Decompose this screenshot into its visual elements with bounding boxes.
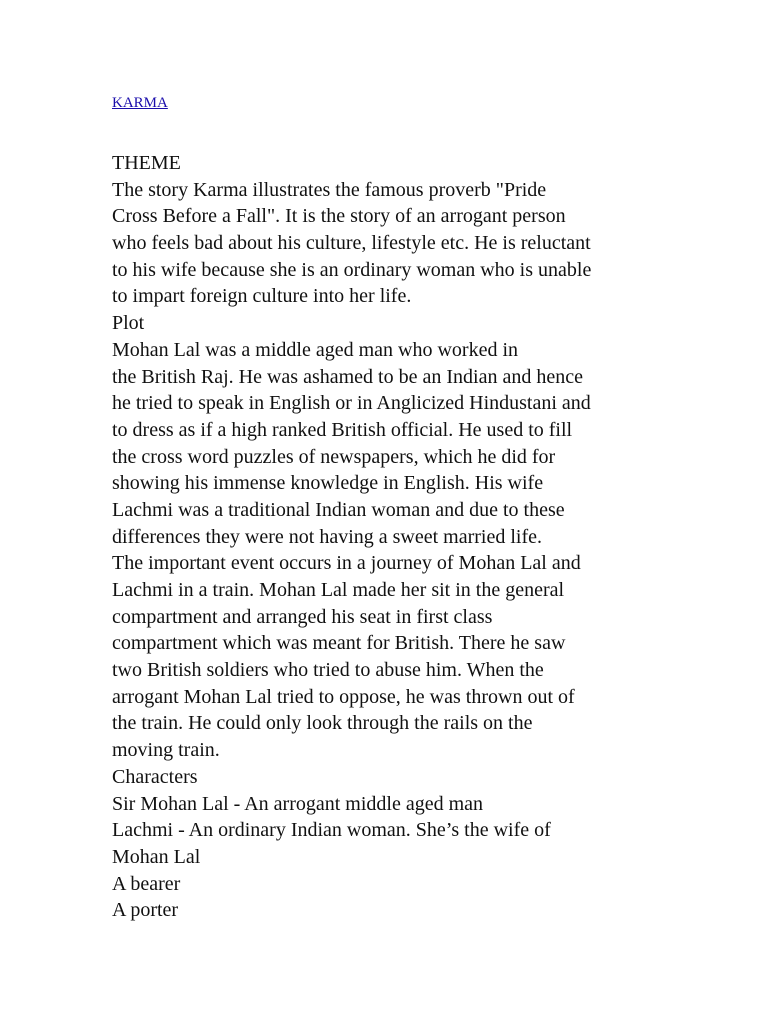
text-line: who feels bad about his culture, lifestyle etc. He is reluctant <box>112 232 591 255</box>
text-line: compartment which was meant for British. There he saw <box>112 632 566 655</box>
character-item: A porter <box>112 899 179 922</box>
text-line: Lachmi was a traditional Indian woman and due to these <box>112 498 565 521</box>
text-line: the British Raj. He was ashamed to be an Indian and hence <box>112 365 583 388</box>
text-line: two British soldiers who tried to abuse him. When the <box>112 659 544 682</box>
document-body <box>112 150 672 924</box>
text-line: the train. He could only look through the rails on the <box>112 712 533 735</box>
text-line: to dress as if a high ranked British official. He used to fill <box>112 418 573 441</box>
text-line: he tried to speak in English or in Anglicized Hindustani and <box>112 392 591 415</box>
character-item: A bearer <box>112 872 181 895</box>
text-line: to his wife because she is an ordinary woman who is unable <box>112 258 592 281</box>
text-line: to impart foreign culture into her life. <box>112 285 412 308</box>
text-line: Mohan Lal was a middle aged man who worked in <box>112 338 519 361</box>
text-line: moving train. <box>112 739 220 762</box>
character-item: Lachmi - An ordinary Indian woman. She’s the wife of <box>112 819 551 842</box>
title-link[interactable]: KARMA <box>112 95 168 111</box>
character-item: Sir Mohan Lal - An arrogant middle aged man <box>112 792 484 815</box>
text-line: compartment and arranged his seat in first class <box>112 605 493 628</box>
section-heading-theme: THEME <box>112 152 181 174</box>
text-line: The story Karma illustrates the famous proverb "Pride <box>112 178 547 201</box>
text-line: Lachmi in a train. Mohan Lal made her sit in the general <box>112 579 565 601</box>
text-line: showing his immense knowledge in English. His wife <box>112 472 544 495</box>
section-heading-characters: Characters <box>112 765 198 788</box>
text-line: The important event occurs in a journey of Mohan Lal and <box>112 552 581 575</box>
text-line: the cross word puzzles of newspapers, which he did for <box>112 445 556 468</box>
text-line: differences they were not having a sweet married life. <box>112 525 542 548</box>
section-heading-plot: Plot <box>112 312 145 335</box>
character-item: Mohan Lal <box>112 845 201 868</box>
text-line: Cross Before a Fall". It is the story of an arrogant person <box>112 205 566 228</box>
text-line: arrogant Mohan Lal tried to oppose, he was thrown out of <box>112 685 575 708</box>
